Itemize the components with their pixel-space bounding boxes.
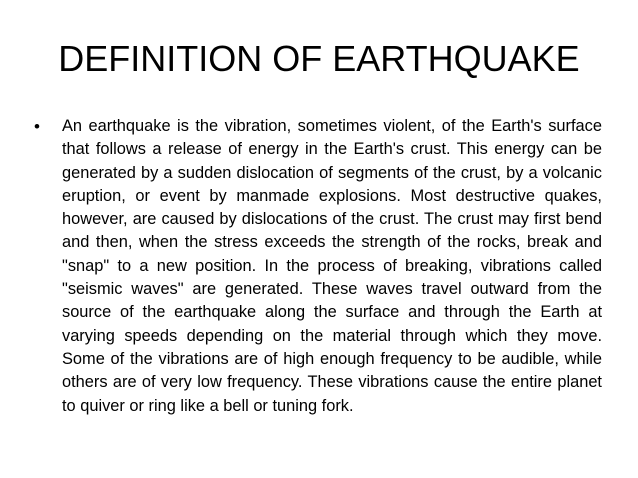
slide-title: DEFINITION OF EARTHQUAKE xyxy=(58,38,580,79)
bullet-list xyxy=(34,115,602,418)
bullet-text: An earthquake is the vibration, sometimes violent, of the Earth's surface that follows a release of energy in the Earth's crust. This energy can be generated by a sudden dislocation of segments of the crust, by a volcanic eruption, or event by manmade explosions. Most destructive quakes, however, are caused by dislocations of the crust. The crust may first bend and then, when the stress exceeds the strength of the rocks, break and "snap" to a new position. In the process of breaking, vibrations called "seismic waves" are generated. These waves travel outward from the source of the earthquake along the surface and through the Earth at varying speeds depending on the material through which they move. Some of the vibrations are of high enough frequency to be audible, while others are of very low frequency. These vibrations cause the entire planet to quiver or ring like a bell or tuning fork. xyxy=(62,117,602,415)
bullet-icon: • xyxy=(34,117,40,136)
bullet-item xyxy=(34,115,602,418)
